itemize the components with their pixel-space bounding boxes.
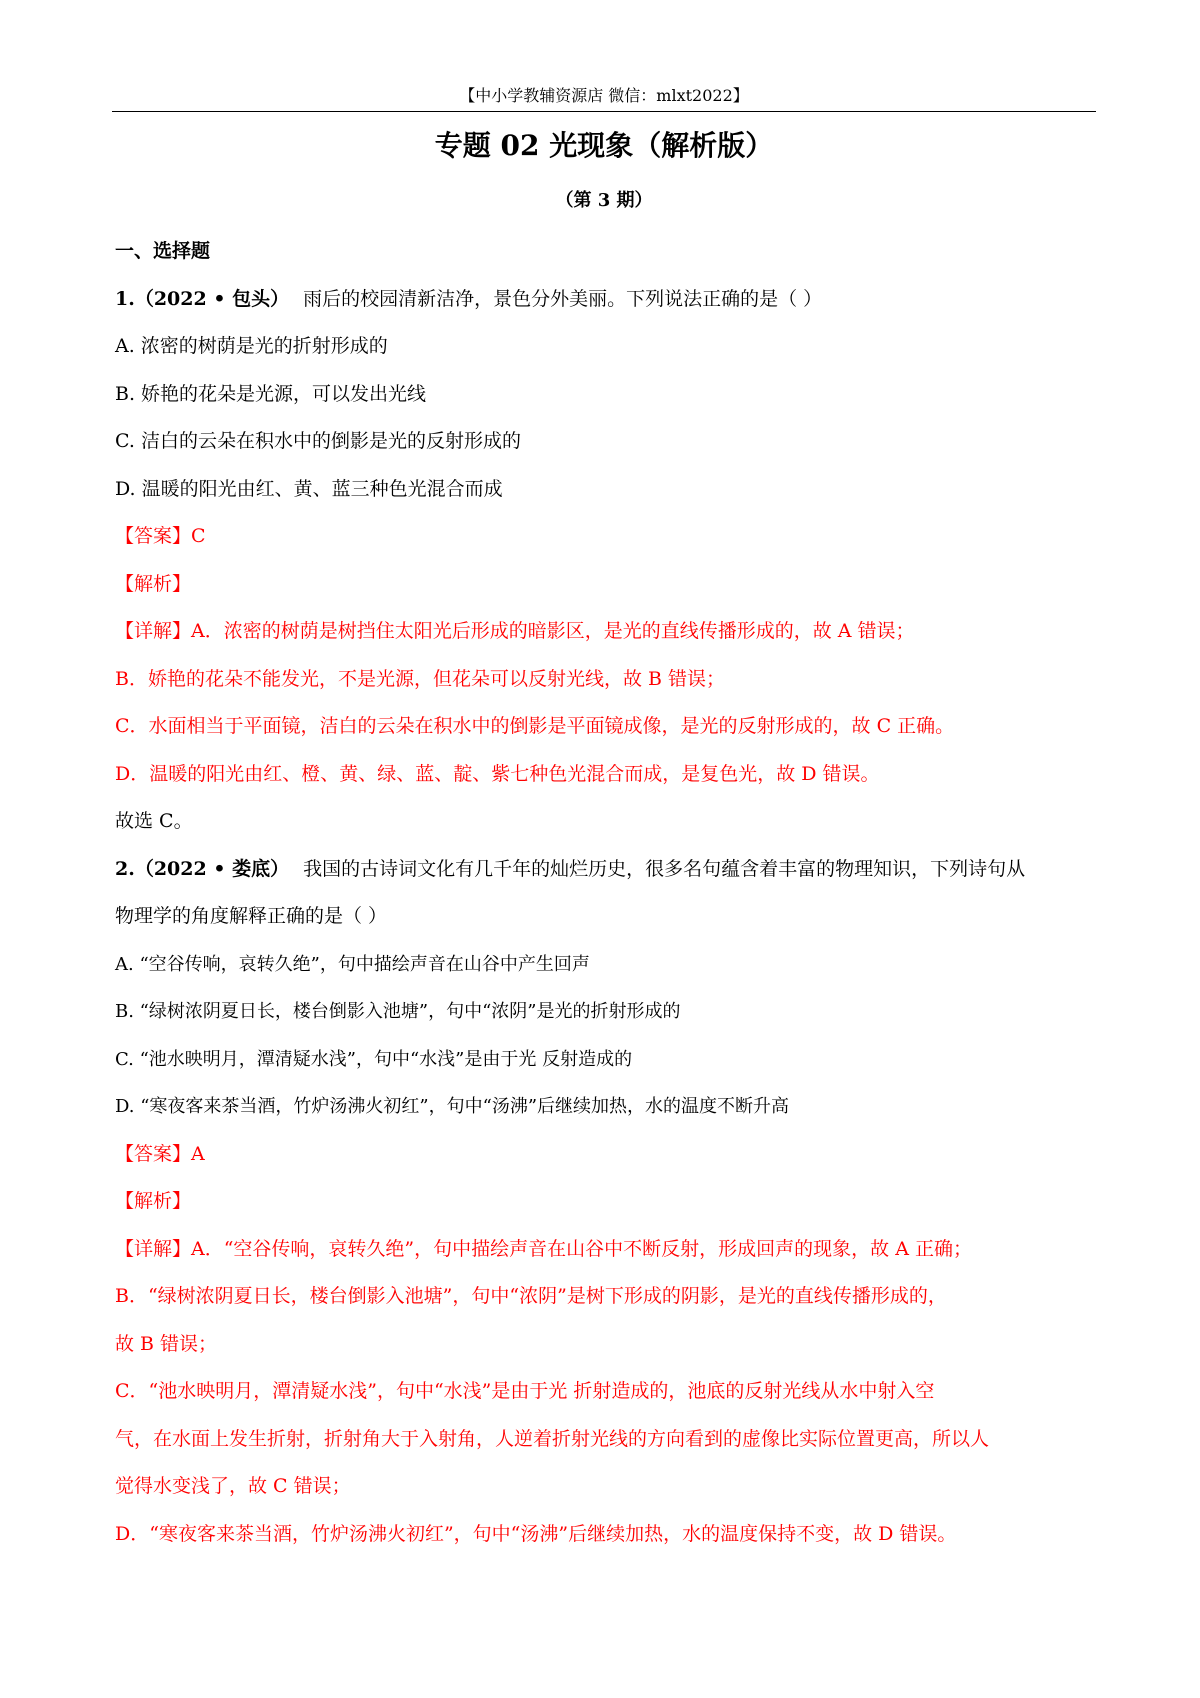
- question-1-option-a: A. 浓密的树荫是光的折射形成的: [115, 335, 388, 357]
- question-2-option-d: D. “寒夜客来茶当酒，竹炉汤沸火初红”，句中“汤沸”后继续加热，水的温度不断升高: [115, 1096, 790, 1117]
- question-2-detail-d: D．“寒夜客来茶当酒，竹炉汤沸火初红”，句中“汤沸”后继续加热，水的温度保持不变，故 D 错误。: [115, 1522, 957, 1545]
- question-2-option-a: A. “空谷传响，哀转久绝”，句中描绘声音在山谷中产生回声: [115, 953, 590, 975]
- question-1-detail-b: B．娇艳的花朵不能发光，不是光源，但花朵可以反射光线，故 B 错误；: [115, 667, 726, 690]
- document-title: 专题 02 光现象（解析版）: [434, 129, 774, 162]
- section-heading: 一、选择题: [115, 240, 211, 262]
- question-1-detail-c: C．水面相当于平面镜，洁白的云朵在积水中的倒影是平面镜成像，是光的反射形成的，故 C 正确。: [115, 715, 955, 737]
- question-2-analysis-label: 【解析】: [115, 1190, 192, 1212]
- question-2-answer: 【答案】A: [115, 1142, 205, 1165]
- issue-number: （第 3 期）: [555, 190, 653, 211]
- question-2-text-line-1: 我国的古诗词文化有几千年的灿烂历史，很多名句蕴含着丰富的物理知识，下列诗句从: [303, 857, 1026, 880]
- question-2-option-c: C. “池水映明月，潭清疑水浅”，句中“水浅”是由于光 反射造成的: [115, 1048, 633, 1070]
- question-1-text: 雨后的校园清新洁净，景色分外美丽。下列说法正确的是（ ）: [303, 287, 823, 310]
- question-2-detail-b-line-2: 故 B 错误；: [115, 1332, 218, 1355]
- question-2-prefix: 2.（2022 • 娄底）: [115, 857, 290, 880]
- question-1-analysis-label: 【解析】: [115, 572, 192, 595]
- question-1-option-c: C. 洁白的云朵在积水中的倒影是光的反射形成的: [115, 430, 521, 452]
- question-1-detail-d: D．温暖的阳光由红、橙、黄、绿、蓝、靛、紫七种色光混合而成，是复色光，故 D 错误。: [115, 762, 880, 785]
- question-2-detail-b-line-1: B．“绿树浓阴夏日长，楼台倒影入池塘”，句中“浓阴”是树下形成的阴影，是光的直线传播形成的，: [115, 1285, 947, 1307]
- question-2-detail-c-line-3: 觉得水变浅了，故 C 错误；: [115, 1475, 351, 1497]
- question-1-detail-a: 【详解】A．浓密的树荫是树挡住太阳光后形成的暗影区，是光的直线传播形成的，故 A 错误；: [115, 620, 915, 642]
- question-2-option-b: B. “绿树浓阴夏日长，楼台倒影入池塘”，句中“浓阴”是光的折射形成的: [115, 1001, 681, 1022]
- question-1-option-b: B. 娇艳的花朵是光源，可以发出光线: [115, 382, 427, 405]
- question-1-prefix: 1.（2022 • 包头）: [115, 287, 290, 310]
- question-1-option-d: D. 温暖的阳光由红、黄、蓝三种色光混合而成: [115, 477, 503, 500]
- question-1-answer: 【答案】C: [115, 525, 206, 547]
- question-2-detail-c-line-1: C．“池水映明月，潭清疑水浅”，句中“水浅”是由于光 折射造成的，池底的反射光线从水中射入空: [115, 1380, 935, 1402]
- page-header: 【中小学教辅资源店 微信：mlxt2022】: [459, 86, 749, 105]
- header-rule: [112, 111, 1096, 112]
- question-2-detail-c-line-2: 气，在水面上发生折射，折射角大于入射角，人逆着折射光线的方向看到的虚像比实际位置更高，所以人: [115, 1427, 990, 1450]
- question-2-stem: [115, 846, 1099, 894]
- question-1-conclusion: 故选 C。: [115, 810, 193, 832]
- question-1-stem: [115, 276, 1099, 324]
- question-2-detail-a: 【详解】A．“空谷传响，哀转久绝”，句中描绘声音在山谷中不断反射，形成回声的现象，故 A 正确；: [115, 1237, 972, 1260]
- document-body: [115, 228, 1099, 1558]
- question-2-text-line-2: 物理学的角度解释正确的是（ ）: [115, 905, 388, 927]
